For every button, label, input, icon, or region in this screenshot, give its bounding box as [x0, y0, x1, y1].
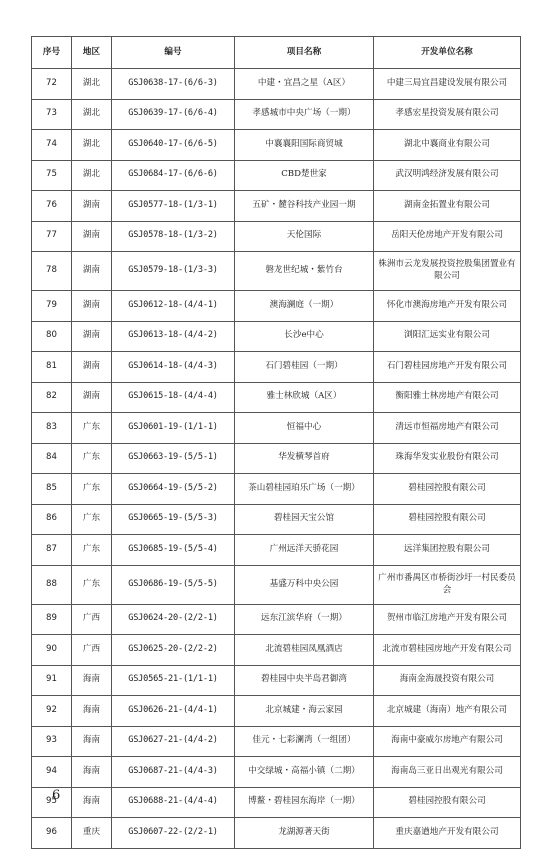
cell-developer: 贺州市临江房地产开发有限公司: [374, 604, 521, 635]
cell-region: 湖北: [72, 99, 112, 130]
cell-developer: 海南中豪威尔房地产有限公司: [374, 726, 521, 757]
cell-region: 湖北: [72, 69, 112, 100]
cell-project-name: 华发横琴首府: [235, 443, 374, 474]
cell-developer: 浏阳汇远实业有限公司: [374, 321, 521, 352]
cell-index: 95: [32, 787, 72, 818]
cell-index: 75: [32, 160, 72, 191]
cell-code: GSJ0614-18-(4/4-3): [112, 352, 235, 383]
cell-code: GSJ0615-18-(4/4-4): [112, 382, 235, 413]
table-row: [32, 443, 521, 474]
table-row: [32, 696, 521, 727]
cell-developer: 清远市恒福房地产有限公司: [374, 413, 521, 444]
cell-developer: 怀化市澳海房地产开发有限公司: [374, 291, 521, 322]
cell-developer: 北京城建（海南）地产有限公司: [374, 696, 521, 727]
cell-developer: 碧桂园控股有限公司: [374, 474, 521, 505]
cell-index: 93: [32, 726, 72, 757]
cell-index: 96: [32, 818, 72, 849]
cell-region: 广东: [72, 565, 112, 604]
cell-developer: 武汉明鸿经济发展有限公司: [374, 160, 521, 191]
cell-developer: 海南金海晟投资有限公司: [374, 665, 521, 696]
cell-index: 86: [32, 504, 72, 535]
cell-project-name: 碧桂园天宝公馆: [235, 504, 374, 535]
cell-region: 广东: [72, 443, 112, 474]
cell-project-name: 中襄襄阳国际商贸城: [235, 130, 374, 161]
cell-index: 79: [32, 291, 72, 322]
cell-region: 海南: [72, 787, 112, 818]
cell-index: 92: [32, 696, 72, 727]
cell-project-name: 广州远洋天骄花园: [235, 535, 374, 566]
cell-region: 湖南: [72, 221, 112, 252]
table-row: [32, 130, 521, 161]
cell-project-name: 北京城建・海云家园: [235, 696, 374, 727]
cell-index: 82: [32, 382, 72, 413]
cell-code: GSJ0565-21-(1/1-1): [112, 665, 235, 696]
cell-index: 90: [32, 635, 72, 666]
cell-code: GSJ0639-17-(6/6-4): [112, 99, 235, 130]
cell-region: 湖南: [72, 352, 112, 383]
cell-project-name: 澳海澜庭（一期）: [235, 291, 374, 322]
cell-project-name: 磐龙世纪城・紫竹台: [235, 252, 374, 291]
table-header-row: [32, 37, 521, 69]
cell-region: 广西: [72, 604, 112, 635]
cell-code: GSJ0625-20-(2/2-2): [112, 635, 235, 666]
table-row: [32, 726, 521, 757]
cell-index: 85: [32, 474, 72, 505]
cell-index: 87: [32, 535, 72, 566]
cell-project-name: CBD楚世家: [235, 160, 374, 191]
cell-project-name: 中交绿城・高福小镇（二期）: [235, 757, 374, 788]
cell-code: GSJ0624-20-(2/2-1): [112, 604, 235, 635]
cell-developer: 株洲市云龙发展投资控股集团置业有限公司: [374, 252, 521, 291]
cell-project-name: 碧桂园中央半岛君御湾: [235, 665, 374, 696]
cell-region: 湖南: [72, 321, 112, 352]
cell-region: 湖北: [72, 130, 112, 161]
cell-region: 海南: [72, 665, 112, 696]
cell-developer: 石门碧桂园房地产开发有限公司: [374, 352, 521, 383]
table-row: [32, 604, 521, 635]
page-number: 6: [52, 788, 61, 803]
cell-code: GSJ0687-21-(4/4-3): [112, 757, 235, 788]
cell-index: 77: [32, 221, 72, 252]
cell-developer: 广州市番禺区市桥街沙圩一村民委员会: [374, 565, 521, 604]
table-row: [32, 535, 521, 566]
cell-region: 湖南: [72, 291, 112, 322]
cell-code: GSJ0579-18-(1/3-3): [112, 252, 235, 291]
cell-code: GSJ0626-21-(4/4-1): [112, 696, 235, 727]
cell-project-name: 石门碧桂园（一期）: [235, 352, 374, 383]
cell-code: GSJ0578-18-(1/3-2): [112, 221, 235, 252]
cell-developer: 湖北中襄商业有限公司: [374, 130, 521, 161]
table-row: [32, 665, 521, 696]
header-developer: 开发单位名称: [374, 37, 521, 69]
cell-region: 海南: [72, 726, 112, 757]
cell-region: 湖南: [72, 191, 112, 222]
table-row: [32, 635, 521, 666]
cell-region: 海南: [72, 696, 112, 727]
cell-code: GSJ0684-17-(6/6-6): [112, 160, 235, 191]
cell-code: GSJ0664-19-(5/5-2): [112, 474, 235, 505]
cell-project-name: 基盛万科中央公园: [235, 565, 374, 604]
table-row: [32, 69, 521, 100]
cell-developer: 远洋集团控股有限公司: [374, 535, 521, 566]
cell-index: 88: [32, 565, 72, 604]
cell-index: 84: [32, 443, 72, 474]
table-row: [32, 787, 521, 818]
table-row: [32, 757, 521, 788]
cell-developer: 岳阳天伦房地产开发有限公司: [374, 221, 521, 252]
table-row: [32, 291, 521, 322]
cell-developer: 湖南金拓置业有限公司: [374, 191, 521, 222]
cell-code: GSJ0613-18-(4/4-2): [112, 321, 235, 352]
cell-code: GSJ0640-17-(6/6-5): [112, 130, 235, 161]
cell-code: GSJ0577-18-(1/3-1): [112, 191, 235, 222]
table-row: [32, 565, 521, 604]
cell-developer: 孝感宏星投资发展有限公司: [374, 99, 521, 130]
cell-region: 广东: [72, 504, 112, 535]
cell-region: 广东: [72, 413, 112, 444]
project-table: [31, 36, 521, 849]
cell-project-name: 长沙e中心: [235, 321, 374, 352]
cell-project-name: 北流碧桂园凤凰酒店: [235, 635, 374, 666]
header-project-name: 项目名称: [235, 37, 374, 69]
cell-index: 74: [32, 130, 72, 161]
cell-project-name: 孝感城市中央广场（一期）: [235, 99, 374, 130]
cell-code: GSJ0685-19-(5/5-4): [112, 535, 235, 566]
cell-code: GSJ0665-19-(5/5-3): [112, 504, 235, 535]
cell-developer: 碧桂园控股有限公司: [374, 504, 521, 535]
cell-index: 91: [32, 665, 72, 696]
table-row: [32, 99, 521, 130]
cell-region: 湖南: [72, 382, 112, 413]
cell-developer: 衡阳雅士林房地产有限公司: [374, 382, 521, 413]
cell-region: 海南: [72, 757, 112, 788]
table-row: [32, 504, 521, 535]
table-row: [32, 160, 521, 191]
cell-index: 78: [32, 252, 72, 291]
cell-code: GSJ0607-22-(2/2-1): [112, 818, 235, 849]
cell-project-name: 中建・宜昌之星（A区）: [235, 69, 374, 100]
cell-index: 83: [32, 413, 72, 444]
cell-project-name: 博鳌・碧桂园东海岸（一期）: [235, 787, 374, 818]
cell-developer: 重庆嘉遒地产开发有限公司: [374, 818, 521, 849]
table-row: [32, 413, 521, 444]
cell-code: GSJ0638-17-(6/6-3): [112, 69, 235, 100]
cell-region: 广东: [72, 535, 112, 566]
cell-code: GSJ0627-21-(4/4-2): [112, 726, 235, 757]
table-body: [32, 69, 521, 849]
cell-developer: 碧桂园控股有限公司: [374, 787, 521, 818]
cell-region: 重庆: [72, 818, 112, 849]
cell-index: 76: [32, 191, 72, 222]
cell-developer: 北流市碧桂园房地产开发有限公司: [374, 635, 521, 666]
cell-developer: 中建三局宜昌建设发展有限公司: [374, 69, 521, 100]
cell-index: 80: [32, 321, 72, 352]
table-row: [32, 221, 521, 252]
table-row: [32, 474, 521, 505]
header-index: 序号: [32, 37, 72, 69]
table-row: [32, 352, 521, 383]
cell-index: 81: [32, 352, 72, 383]
cell-developer: 海南岛三亚日出观光有限公司: [374, 757, 521, 788]
cell-project-name: 五矿・麓谷科技产业园一期: [235, 191, 374, 222]
cell-index: 94: [32, 757, 72, 788]
table-row: [32, 382, 521, 413]
cell-project-name: 远东江滨华府（一期）: [235, 604, 374, 635]
cell-region: 广西: [72, 635, 112, 666]
cell-code: GSJ0663-19-(5/5-1): [112, 443, 235, 474]
cell-region: 湖北: [72, 160, 112, 191]
cell-project-name: 雅士林欣城（A区）: [235, 382, 374, 413]
cell-project-name: 恒福中心: [235, 413, 374, 444]
table-row: [32, 191, 521, 222]
header-code: 编号: [112, 37, 235, 69]
cell-code: GSJ0612-18-(4/4-1): [112, 291, 235, 322]
cell-project-name: 佳元・七彩澜湾（一组团）: [235, 726, 374, 757]
cell-code: GSJ0686-19-(5/5-5): [112, 565, 235, 604]
cell-index: 73: [32, 99, 72, 130]
cell-code: GSJ0601-19-(1/1-1): [112, 413, 235, 444]
table-row: [32, 321, 521, 352]
cell-index: 72: [32, 69, 72, 100]
cell-project-name: 茶山碧桂园珀乐广场（一期）: [235, 474, 374, 505]
cell-developer: 珠海华发实业股份有限公司: [374, 443, 521, 474]
cell-project-name: 天伦国际: [235, 221, 374, 252]
header-region: 地区: [72, 37, 112, 69]
table-row: [32, 252, 521, 291]
table-row: [32, 818, 521, 849]
cell-region: 广东: [72, 474, 112, 505]
cell-code: GSJ0688-21-(4/4-4): [112, 787, 235, 818]
cell-index: 89: [32, 604, 72, 635]
cell-project-name: 龙湖源著天街: [235, 818, 374, 849]
cell-region: 湖南: [72, 252, 112, 291]
